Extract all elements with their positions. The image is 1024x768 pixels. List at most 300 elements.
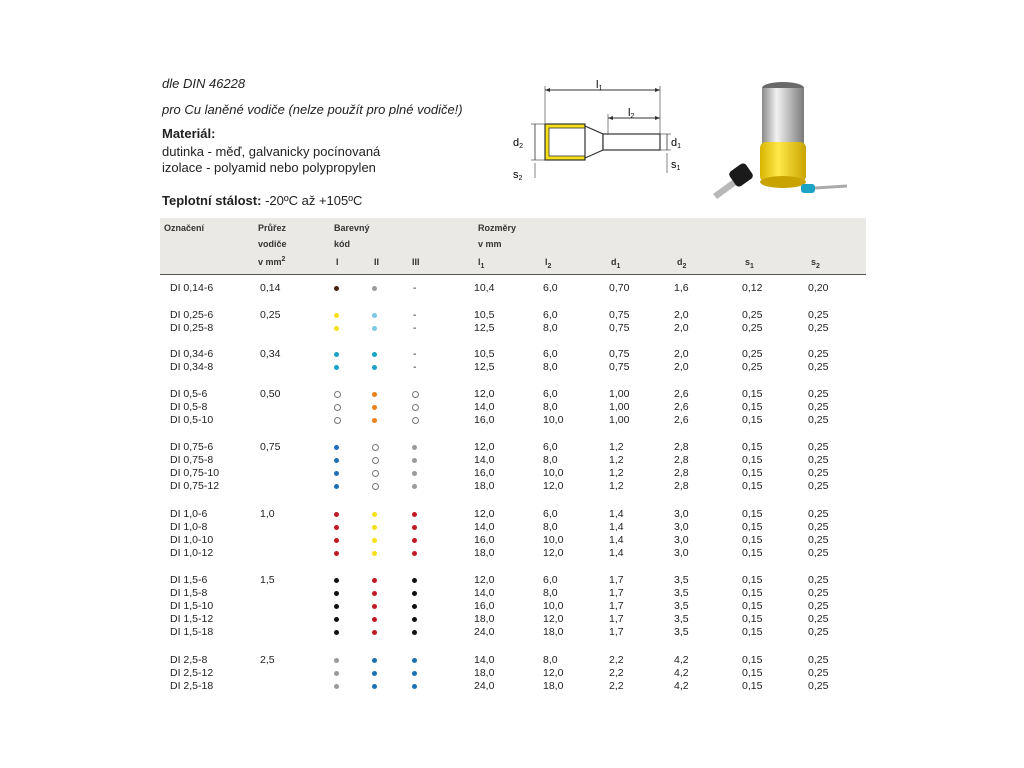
ferrule-dimension-diagram [505, 78, 685, 188]
color-dot-turquoise [334, 365, 339, 370]
temperature-label: Teplotní stálost: [162, 193, 262, 208]
cell-l2: 8,0 [543, 322, 558, 334]
cell-d2: 3,0 [674, 534, 689, 546]
table-row [160, 613, 866, 626]
col-header-dimensions-1: Rozměry [478, 223, 517, 233]
color-dot-red [334, 551, 339, 556]
color-dot-blue [372, 658, 377, 663]
cell-d1: 0,75 [609, 361, 630, 373]
cell-d1: 0,75 [609, 309, 630, 321]
cell-s2: 0,25 [808, 680, 829, 692]
table-row [160, 654, 866, 667]
cell-d2: 3,5 [674, 587, 689, 599]
table-row [160, 508, 866, 521]
cell-d2: 2,6 [674, 388, 689, 400]
cell-s1: 0,15 [742, 613, 763, 625]
cell-designation: DI 1,5-6 [170, 574, 208, 586]
table-row [160, 534, 866, 547]
cell-d1: 2,2 [609, 680, 624, 692]
cell-cross-section: 1,0 [260, 508, 275, 520]
cell-s1: 0,25 [742, 322, 763, 334]
material-line-insulation: izolace - polyamid nebo polypropylen [162, 160, 376, 175]
cell-l2: 8,0 [543, 521, 558, 533]
cell-cross-section: 0,75 [260, 441, 281, 453]
color-dot-red [334, 538, 339, 543]
cell-designation: DI 2,5-12 [170, 667, 214, 679]
cell-d2: 2,6 [674, 414, 689, 426]
color-dot-red [334, 512, 339, 517]
cell-d2: 4,2 [674, 667, 689, 679]
cell-l1: 12,0 [474, 441, 495, 453]
cell-l2: 8,0 [543, 587, 558, 599]
color-dot-grey [412, 458, 417, 463]
cell-s2: 0,25 [808, 574, 829, 586]
cell-cross-section: 0,25 [260, 309, 281, 321]
color-dot-lightblue [372, 326, 377, 331]
cell-l1: 12,0 [474, 508, 495, 520]
cell-s2: 0,25 [808, 508, 829, 520]
cell-s1: 0,15 [742, 680, 763, 692]
cell-l2: 8,0 [543, 361, 558, 373]
cell-s1: 0,15 [742, 521, 763, 533]
color-dot-black [412, 630, 417, 635]
cell-l2: 6,0 [543, 574, 558, 586]
cell-d1: 1,4 [609, 547, 624, 559]
cell-s2: 0,25 [808, 587, 829, 599]
cell-l1: 10,5 [474, 309, 495, 321]
table-row [160, 361, 866, 374]
material-line-sleeve: dutinka - měď, galvanicky pocínovaná [162, 144, 381, 159]
cell-d2: 3,0 [674, 508, 689, 520]
color-dot-turquoise [372, 365, 377, 370]
cell-l1: 12,0 [474, 388, 495, 400]
cell-s1: 0,15 [742, 626, 763, 638]
cell-l1: 10,4 [474, 282, 495, 294]
cell-color-3-dash: - [413, 348, 417, 360]
cell-designation: DI 1,5-18 [170, 626, 214, 638]
cell-designation: DI 0,75-8 [170, 454, 214, 466]
ferrule-product-photo [705, 78, 855, 203]
cell-s1: 0,25 [742, 361, 763, 373]
cell-color-3-dash: - [413, 322, 417, 334]
color-dot-turquoise [372, 352, 377, 357]
cell-designation: DI 0,25-6 [170, 309, 214, 321]
cell-l1: 16,0 [474, 467, 495, 479]
cell-l1: 10,5 [474, 348, 495, 360]
cell-d1: 1,7 [609, 574, 624, 586]
color-dot-blue [372, 684, 377, 689]
cell-l2: 6,0 [543, 348, 558, 360]
cell-s2: 0,25 [808, 667, 829, 679]
color-dot-white [372, 470, 379, 477]
color-dot-black [334, 617, 339, 622]
cell-d2: 4,2 [674, 680, 689, 692]
col-header-d1: $d_1$ [611, 257, 621, 270]
cell-s2: 0,25 [808, 414, 829, 426]
table-header [160, 218, 866, 275]
cell-d2: 2,0 [674, 309, 689, 321]
cell-designation: DI 0,75-12 [170, 480, 220, 492]
table-row [160, 388, 866, 401]
cell-s2: 0,25 [808, 480, 829, 492]
cell-d2: 2,0 [674, 361, 689, 373]
cell-cross-section: 1,5 [260, 574, 275, 586]
col-header-l2: $l_2$ [545, 257, 552, 270]
cell-d1: 1,2 [609, 441, 624, 453]
table-row [160, 600, 866, 613]
usage-note: pro Cu laněné vodiče (nelze použít pro plné vodiče!) [162, 102, 463, 117]
cell-s2: 0,25 [808, 626, 829, 638]
cell-s1: 0,15 [742, 600, 763, 612]
cell-designation: DI 1,0-12 [170, 547, 214, 559]
color-dot-yellow [334, 326, 339, 331]
cell-s1: 0,15 [742, 574, 763, 586]
cell-designation: DI 0,5-10 [170, 414, 214, 426]
cell-l2: 6,0 [543, 282, 558, 294]
cell-s1: 0,25 [742, 309, 763, 321]
cell-color-3-dash: - [413, 282, 417, 294]
cell-l1: 14,0 [474, 654, 495, 666]
table-row [160, 480, 866, 493]
cell-s1: 0,15 [742, 467, 763, 479]
cell-l2: 12,0 [543, 613, 564, 625]
cell-l2: 18,0 [543, 626, 564, 638]
cell-d1: 1,00 [609, 401, 630, 413]
temperature-line [162, 193, 362, 208]
color-dot-blue [334, 471, 339, 476]
color-dot-blue [334, 445, 339, 450]
cell-s1: 0,15 [742, 401, 763, 413]
table-row [160, 626, 866, 639]
cell-d2: 3,0 [674, 521, 689, 533]
cell-d1: 1,4 [609, 508, 624, 520]
cell-cross-section: 2,5 [260, 654, 275, 666]
standard-note: dle DIN 46228 [162, 76, 246, 91]
cell-s2: 0,25 [808, 322, 829, 334]
color-dot-white [412, 391, 419, 398]
cell-d2: 2,8 [674, 480, 689, 492]
cell-s2: 0,25 [808, 454, 829, 466]
diagram-l1-label: l1 [596, 79, 603, 92]
table-row [160, 309, 866, 322]
color-dot-white [372, 483, 379, 490]
cell-d1: 1,7 [609, 613, 624, 625]
cell-s2: 0,25 [808, 600, 829, 612]
cell-d2: 3,0 [674, 547, 689, 559]
color-dot-yellow [334, 313, 339, 318]
cell-s2: 0,25 [808, 654, 829, 666]
color-dot-orange [372, 405, 377, 410]
col-header-l1: $l_1$ [478, 257, 485, 270]
diagram-s1-label: s1 [671, 159, 681, 172]
col-header-designation: Označení [164, 223, 205, 233]
cell-s2: 0,25 [808, 521, 829, 533]
color-dot-white [412, 404, 419, 411]
cell-d1: 0,75 [609, 322, 630, 334]
cell-designation: DI 0,25-8 [170, 322, 214, 334]
color-dot-orange [372, 418, 377, 423]
cell-l1: 18,0 [474, 667, 495, 679]
cell-d2: 2,8 [674, 467, 689, 479]
cell-designation: DI 0,5-6 [170, 388, 208, 400]
cell-l2: 8,0 [543, 454, 558, 466]
cell-designation: DI 1,0-10 [170, 534, 214, 546]
color-dot-yellow [372, 525, 377, 530]
color-dot-black [412, 617, 417, 622]
col-header-dimensions-2: v mm [478, 239, 502, 249]
cell-d2: 2,6 [674, 401, 689, 413]
table-row [160, 401, 866, 414]
color-dot-brown [334, 286, 339, 291]
table-row [160, 441, 866, 454]
cell-d1: 1,2 [609, 467, 624, 479]
diagram-d2-label: d2 [513, 137, 524, 150]
cell-s2: 0,25 [808, 309, 829, 321]
cell-l2: 10,0 [543, 600, 564, 612]
color-dot-grey [372, 286, 377, 291]
color-dot-red [334, 525, 339, 530]
cell-designation: DI 0,75-6 [170, 441, 214, 453]
cell-d1: 1,7 [609, 600, 624, 612]
cell-s1: 0,15 [742, 654, 763, 666]
color-dot-grey [334, 671, 339, 676]
cell-l1: 12,5 [474, 322, 495, 334]
cell-l2: 8,0 [543, 654, 558, 666]
cell-d1: 2,2 [609, 654, 624, 666]
color-dot-black [334, 604, 339, 609]
cell-d1: 0,75 [609, 348, 630, 360]
color-dot-blue [334, 484, 339, 489]
cell-d2: 2,0 [674, 348, 689, 360]
cell-designation: DI 0,5-8 [170, 401, 208, 413]
col-header-cross-section-3: v $mm^2$ [258, 256, 286, 267]
color-dot-white [412, 417, 419, 424]
col-header-color-code-1: Barevný [334, 223, 370, 233]
cell-s1: 0,15 [742, 534, 763, 546]
col-header-color-i: I [336, 257, 339, 267]
cell-d2: 1,6 [674, 282, 689, 294]
cell-s2: 0,25 [808, 348, 829, 360]
cell-s2: 0,20 [808, 282, 829, 294]
cell-s2: 0,25 [808, 441, 829, 453]
cell-l1: 18,0 [474, 613, 495, 625]
table-row [160, 587, 866, 600]
cell-designation: DI 0,34-8 [170, 361, 214, 373]
col-header-d2: $d_2$ [677, 257, 687, 270]
color-dot-white [334, 391, 341, 398]
color-dot-black [334, 630, 339, 635]
color-dot-black [334, 591, 339, 596]
cell-d1: 1,2 [609, 480, 624, 492]
table-row [160, 467, 866, 480]
color-dot-grey [334, 658, 339, 663]
material-title: Materiál: [162, 126, 216, 141]
cell-l2: 10,0 [543, 534, 564, 546]
cell-d2: 4,2 [674, 654, 689, 666]
cell-d2: 3,5 [674, 626, 689, 638]
cell-d1: 1,2 [609, 454, 624, 466]
color-dot-white [334, 404, 341, 411]
cell-l1: 16,0 [474, 600, 495, 612]
cell-s1: 0,15 [742, 587, 763, 599]
cell-l2: 6,0 [543, 508, 558, 520]
cell-s2: 0,25 [808, 361, 829, 373]
color-dot-white [372, 457, 379, 464]
cell-s1: 0,25 [742, 348, 763, 360]
cell-s1: 0,12 [742, 282, 763, 294]
cell-designation: DI 1,5-12 [170, 613, 214, 625]
cell-s1: 0,15 [742, 414, 763, 426]
cell-designation: DI 1,0-6 [170, 508, 208, 520]
color-dot-grey [412, 484, 417, 489]
cell-designation: DI 0,14-6 [170, 282, 214, 294]
cell-d1: 2,2 [609, 667, 624, 679]
cell-d1: 1,4 [609, 521, 624, 533]
table-row [160, 521, 866, 534]
cell-l1: 24,0 [474, 680, 495, 692]
color-dot-black [334, 578, 339, 583]
cell-color-3-dash: - [413, 309, 417, 321]
cell-l1: 18,0 [474, 547, 495, 559]
color-dot-blue [412, 658, 417, 663]
cell-l2: 10,0 [543, 414, 564, 426]
cell-l1: 12,5 [474, 361, 495, 373]
cell-s2: 0,25 [808, 547, 829, 559]
cell-designation: DI 1,5-10 [170, 600, 214, 612]
color-dot-yellow [372, 512, 377, 517]
color-dot-lightblue [372, 313, 377, 318]
cell-s1: 0,15 [742, 547, 763, 559]
cell-s1: 0,15 [742, 388, 763, 400]
table-row [160, 574, 866, 587]
color-dot-red [412, 551, 417, 556]
cell-s2: 0,25 [808, 401, 829, 413]
cell-designation: DI 0,34-6 [170, 348, 214, 360]
color-dot-red [372, 617, 377, 622]
diagram-d1-label: d1 [671, 137, 682, 150]
table-row [160, 667, 866, 680]
cell-s2: 0,25 [808, 613, 829, 625]
cell-l1: 14,0 [474, 587, 495, 599]
cell-s2: 0,25 [808, 467, 829, 479]
cell-l2: 10,0 [543, 467, 564, 479]
diagram-l2-label: l2 [628, 107, 635, 120]
col-header-color-code-2: kód [334, 239, 351, 249]
cell-cross-section: 0,14 [260, 282, 281, 294]
cell-s2: 0,25 [808, 534, 829, 546]
cell-l1: 16,0 [474, 414, 495, 426]
diagram-s2-label: s2 [513, 169, 523, 182]
cell-s2: 0,25 [808, 388, 829, 400]
color-dot-black [412, 591, 417, 596]
cell-l1: 14,0 [474, 521, 495, 533]
color-dot-blue [412, 684, 417, 689]
color-dot-turquoise [334, 352, 339, 357]
temperature-value: -20ºC až +105ºC [265, 193, 363, 208]
table-row [160, 282, 866, 295]
cell-l2: 12,0 [543, 480, 564, 492]
color-dot-blue [372, 671, 377, 676]
table-row [160, 547, 866, 560]
color-dot-grey [412, 445, 417, 450]
color-dot-red [372, 591, 377, 596]
cell-l1: 18,0 [474, 480, 495, 492]
col-header-s2: $s_2$ [811, 257, 820, 270]
cell-l1: 12,0 [474, 574, 495, 586]
cell-d2: 2,8 [674, 454, 689, 466]
cell-s1: 0,15 [742, 508, 763, 520]
color-dot-grey [412, 471, 417, 476]
cell-s1: 0,15 [742, 667, 763, 679]
color-dot-red [412, 512, 417, 517]
table-row [160, 454, 866, 467]
table-row [160, 414, 866, 427]
cell-s1: 0,15 [742, 480, 763, 492]
cell-l1: 14,0 [474, 401, 495, 413]
color-dot-black [412, 578, 417, 583]
cell-l2: 6,0 [543, 388, 558, 400]
cell-color-3-dash: - [413, 361, 417, 373]
color-dot-yellow [372, 538, 377, 543]
cell-d1: 1,4 [609, 534, 624, 546]
cell-d2: 3,5 [674, 613, 689, 625]
col-header-color-ii: II [374, 257, 380, 267]
cell-l1: 14,0 [474, 454, 495, 466]
color-dot-black [412, 604, 417, 609]
cell-l1: 16,0 [474, 534, 495, 546]
cell-designation: DI 1,0-8 [170, 521, 208, 533]
cell-s1: 0,15 [742, 454, 763, 466]
cell-l1: 24,0 [474, 626, 495, 638]
color-dot-white [372, 444, 379, 451]
cell-d1: 1,00 [609, 414, 630, 426]
cell-d2: 2,0 [674, 322, 689, 334]
table-row [160, 322, 866, 335]
table-row [160, 348, 866, 361]
cell-l2: 6,0 [543, 441, 558, 453]
cell-d1: 1,7 [609, 626, 624, 638]
cell-d1: 1,7 [609, 587, 624, 599]
cell-l2: 8,0 [543, 401, 558, 413]
cell-l2: 18,0 [543, 680, 564, 692]
color-dot-yellow [372, 551, 377, 556]
cell-d2: 3,5 [674, 574, 689, 586]
color-dot-blue [412, 671, 417, 676]
table-row [160, 680, 866, 693]
cell-cross-section: 0,34 [260, 348, 281, 360]
cell-d2: 2,8 [674, 441, 689, 453]
col-header-cross-section-2: vodiče [258, 239, 287, 249]
cell-designation: DI 2,5-18 [170, 680, 214, 692]
cell-l2: 12,0 [543, 667, 564, 679]
color-dot-orange [372, 392, 377, 397]
color-dot-red [372, 630, 377, 635]
cell-cross-section: 0,50 [260, 388, 281, 400]
color-dot-red [372, 604, 377, 609]
color-dot-grey [334, 684, 339, 689]
cell-designation: DI 2,5-8 [170, 654, 208, 666]
cell-d1: 1,00 [609, 388, 630, 400]
cell-designation: DI 0,75-10 [170, 467, 220, 479]
col-header-cross-section-1: Průřez [258, 223, 287, 233]
color-dot-red [412, 538, 417, 543]
cell-d1: 0,70 [609, 282, 630, 294]
cell-designation: DI 1,5-8 [170, 587, 208, 599]
col-header-s1: $s_1$ [745, 257, 754, 270]
cell-l2: 6,0 [543, 309, 558, 321]
cell-s1: 0,15 [742, 441, 763, 453]
color-dot-red [412, 525, 417, 530]
